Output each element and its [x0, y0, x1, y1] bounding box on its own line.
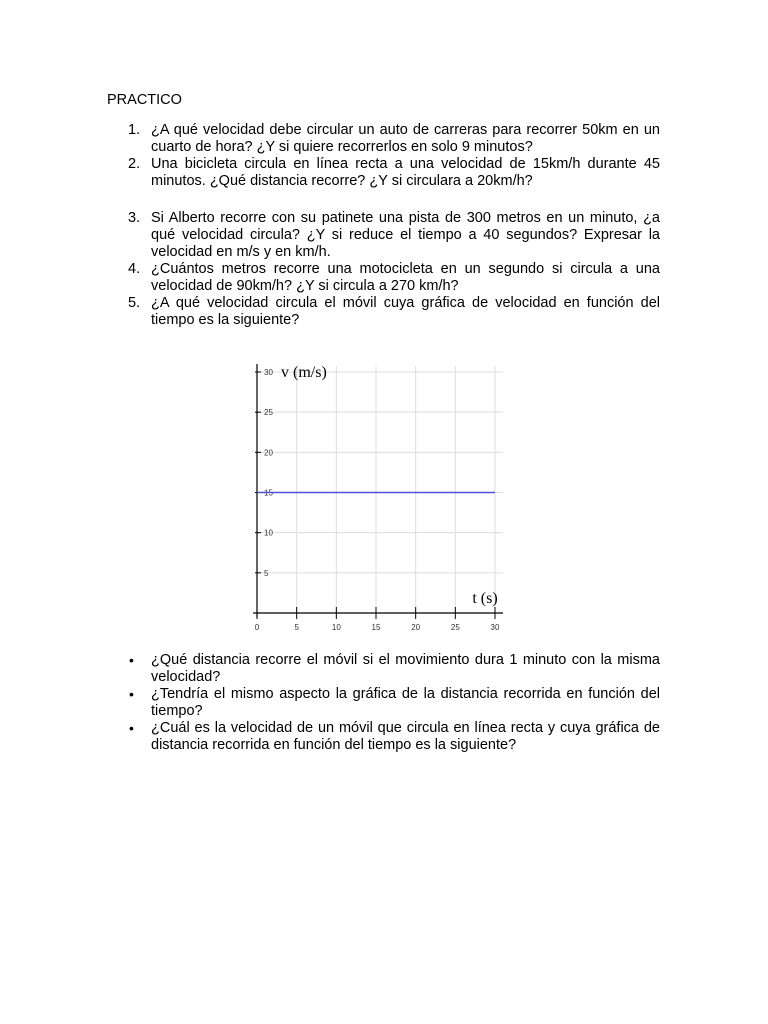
bullet-text: ¿Tendría el mismo aspecto la gráfica de la distancia recorrida en función del tiempo?	[151, 686, 660, 719]
bullet-item	[107, 652, 660, 686]
bullet-symbol: •	[129, 686, 134, 702]
question-number: 2.	[128, 156, 141, 172]
bullet-text: ¿Cuál es la velocidad de un móvil que circula en línea recta y cuya gráfica de distancia recorrida en función del tiempo es la siguiente?	[151, 720, 660, 753]
x-axis-label: t (s)	[472, 590, 498, 607]
question-text: Si Alberto recorre con su patinete una pista de 300 metros en un minuto, ¿a qué velocidad circula? ¿Y si reduce el tiempo a 40 segundos? Expresar la velocidad en m/s y en km/h.	[151, 210, 660, 260]
x-tick-label: 20	[411, 623, 421, 632]
velocity-time-chart	[240, 358, 530, 638]
y-tick-label: 25	[264, 408, 273, 418]
question-number: 4.	[128, 261, 141, 277]
question-number: 3.	[128, 210, 141, 226]
question-1	[107, 122, 660, 156]
bullet-list	[107, 652, 660, 754]
question-list	[107, 122, 660, 329]
y-tick-label: 5	[264, 568, 269, 578]
bullet-item	[107, 720, 660, 754]
question-4	[107, 261, 660, 295]
question-text: ¿Cuántos metros recorre una motocicleta en un segundo si circula a una velocidad de 90km/h? ¿Y si circula a 270 km/h?	[151, 261, 660, 294]
y-tick-label: 30	[264, 368, 273, 377]
question-number: 5.	[128, 295, 141, 311]
question-2	[107, 156, 660, 190]
y-tick-label: 15	[264, 488, 273, 498]
x-tick-label: 5	[294, 623, 299, 632]
bullet-text: ¿Qué distancia recorre el móvil si el movimiento dura 1 minuto con la misma velocidad?	[151, 652, 660, 685]
question-text: Una bicicleta circula en línea recta a una velocidad de 15km/h durante 45 minutos. ¿Qué distancia recorre? ¿Y si circulara a 20km/h?	[151, 156, 660, 189]
page-title: PRACTICO	[107, 92, 182, 108]
bullet-symbol: •	[129, 720, 134, 736]
y-tick-label: 10	[264, 528, 273, 538]
y-axis-label: v (m/s)	[281, 364, 327, 381]
x-tick-label: 15	[371, 623, 381, 632]
x-tick-label: 30	[490, 623, 500, 632]
question-3	[107, 210, 660, 261]
question-text: ¿A qué velocidad circula el móvil cuya gráfica de velocidad en función del tiempo es la siguiente?	[151, 295, 660, 328]
question-5	[107, 295, 660, 329]
x-tick-label: 0	[254, 623, 260, 632]
question-text: ¿A qué velocidad debe circular un auto de carreras para recorrer 50km en un cuarto de hora? ¿Y si quiere recorrerlos en solo 9 minutos?	[151, 122, 660, 155]
question-number: 1.	[128, 122, 141, 138]
x-tick-label: 25	[450, 623, 460, 632]
spacer	[107, 190, 660, 210]
bullet-symbol: •	[129, 652, 134, 668]
x-tick-label: 10	[331, 623, 341, 632]
y-tick-label: 20	[264, 448, 273, 458]
bullet-item	[107, 686, 660, 720]
